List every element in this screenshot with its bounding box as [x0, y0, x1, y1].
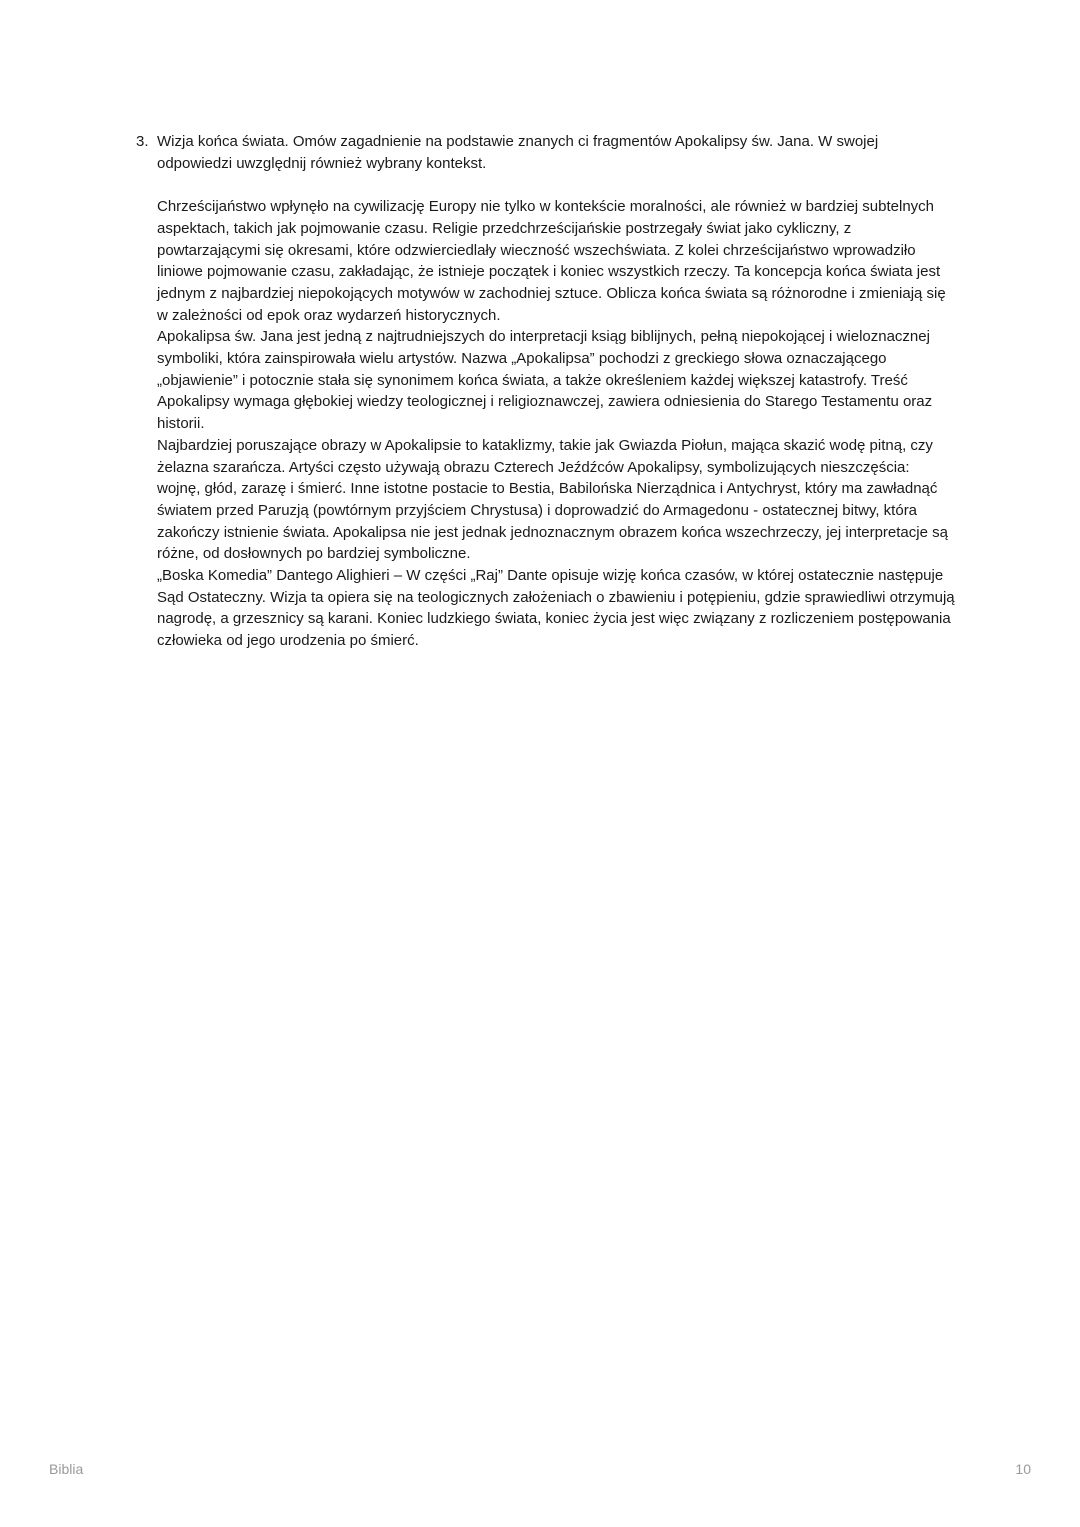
answer-paragraph-imagery: Najbardziej poruszające obrazy w Apokalipsie to kataklizmy, takie jak Gwiazda Piołun, mająca skazić wodę pitną, czy żelazna szarańcza. Artyści często używają obrazu Czterech Jeźdźców Apokalipsy, symbolizujących nieszczęścia: wojnę, głód, zarazę i śmierć. Inne istotne postacie to Bestia, Babilońska Nierządnica i Antychryst, który ma zawładnąć światem przed Paruzją (powtórnym przyjściem Chrystusa) i doprowadzić do Armagedonu - ostatecznej bitwy, która zakończy istnienie świata. Apokalipsa nie jest jednak jednoznacznym obrazem końca wszechrzeczy, jej interpretacje są różne, od dosłownych po bardziej symboliczne.	[157, 436, 948, 563]
answer-text	[157, 196, 956, 652]
list-item-body	[157, 131, 956, 652]
footer-page-number: 10	[1015, 1461, 1031, 1477]
question-list-item	[136, 131, 956, 652]
footer-document-title: Biblia	[49, 1461, 84, 1477]
answer-paragraph-context: „Boska Komedia” Dantego Alighieri – W części „Raj” Dante opisuje wizję końca czasów, w której ostatecznie następuje Sąd Ostateczny. Wizja ta opiera się na teologicznych założeniach o zbawieniu i potępieniu, gdzie sprawiedliwi otrzymują nagrodę, a grzesznicy są karani. Koniec ludzkiego świata, koniec życia jest więc związany z rozliczeniem postępowania człowieka od jego urodzenia po śmierć.	[157, 567, 955, 650]
answer-paragraph-intro: Chrześcijaństwo wpłynęło na cywilizację Europy nie tylko w kontekście moralności, ale również w bardziej subtelnych aspektach, takich jak pojmowanie czasu. Religie przedchrześcijańskie postrzegały świat jako cykliczny, z powtarzającymi się okresami, które odzwierciedlały wieczność wszechświata. Z kolei chrześcijaństwo wprowadziło liniowe pojmowanie czasu, zakładając, że istnieje początek i koniec wszystkich rzeczy. Ta koncepcja końca świata jest jednym z najbardziej niepokojących motywów w zachodniej sztuce. Oblicza końca świata są różnorodne i zmieniają się w zależności od epok oraz wydarzeń historycznych.	[157, 198, 946, 324]
list-number: 3.	[136, 133, 149, 150]
question-text: Wizja końca świata. Omów zagadnienie na podstawie znanych ci fragmentów Apokalipsy św. Jana. W swojej odpowiedzi uwzględnij również wybrany kontekst.	[157, 133, 879, 172]
page-content	[136, 131, 956, 652]
answer-paragraph-apocalypse: Apokalipsa św. Jana jest jedną z najtrudniejszych do interpretacji ksiąg biblijnych, pełną niepokojącej i wieloznacznej symboliki, która zainspirowała wielu artystów. Nazwa „Apokalipsa” pochodzi z greckiego słowa oznaczającego „objawienie” i potocznie stała się synonimem końca świata, a także określeniem każdej większej katastrofy. Treść Apokalipsy wymaga głębokiej wiedzy teologicznej i religioznawczej, zawiera odniesienia do Starego Testamentu oraz historii.	[157, 328, 933, 433]
